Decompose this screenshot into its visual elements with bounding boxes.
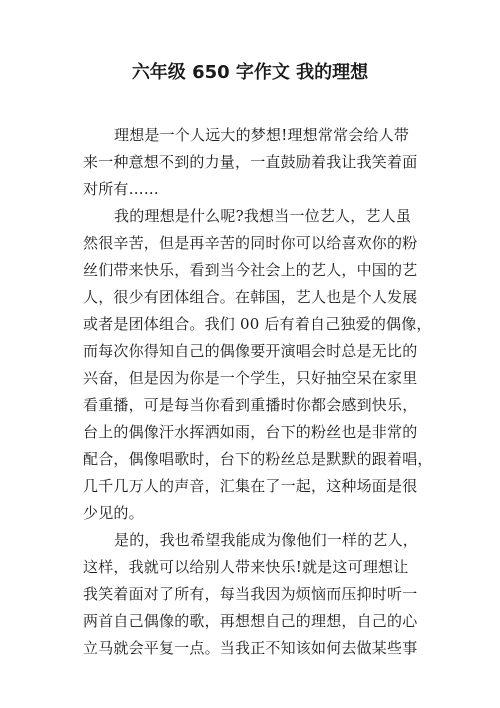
text-line: 台上的偶像汗水挥洒如雨，台下的粉丝也是非常的 bbox=[83, 423, 418, 441]
essay-body bbox=[83, 122, 433, 662]
text-line: 或者是团体组合。我们 00 后有着自己独爱的偶像， bbox=[83, 315, 432, 333]
text-line: 少见的。 bbox=[83, 504, 144, 522]
text-line: 配合，偶像唱歌时，台下的粉丝总是默默的跟着唱， bbox=[83, 450, 433, 468]
text-line: 这样，我就可以给别人带来快乐!就是这可理想让 bbox=[83, 558, 409, 576]
text-line: 对所有…… bbox=[83, 180, 160, 198]
text-line: 看重播，可是每当你看到重播时你都会感到快乐， bbox=[83, 396, 418, 414]
paragraph-2 bbox=[83, 203, 433, 527]
text-line: 几千几万人的声音，汇集在了一起，这种场面是很 bbox=[83, 477, 418, 495]
text-line: 我笑着面对了所有，每当我因为烦恼而压抑时听一 bbox=[83, 585, 418, 603]
text-line: 然很辛苦，但是再辛苦的同时你可以给喜欢你的粉 bbox=[83, 234, 418, 252]
text-line: 立马就会平复一点。当我正不知该如何去做某些事 bbox=[83, 639, 418, 657]
paragraph-3 bbox=[83, 527, 428, 662]
text-line: 来一种意想不到的力量，一直鼓励着我让我笑着面 bbox=[83, 153, 418, 171]
text-line: 理想是一个人远大的梦想!理想常常会给人带 bbox=[114, 126, 410, 144]
text-line: 兴奋，但是因为你是一个学生，只好抽空呆在家里 bbox=[83, 369, 418, 387]
text-line: 我的理想是什么呢?我想当一位艺人，艺人虽 bbox=[114, 207, 412, 225]
text-line: 而每次你得知自己的偶像要开演唱会时总是无比的 bbox=[83, 342, 418, 360]
text-line: 两首自己偶像的歌，再想想自己的理想，自己的心 bbox=[83, 612, 418, 630]
essay-title: 六年级 650 字作文 我的理想 bbox=[131, 62, 369, 83]
text-line: 是的，我也希望我能成为像他们一样的艺人， bbox=[114, 531, 419, 549]
paragraph-1 bbox=[83, 122, 428, 203]
text-line: 人，很少有团体组合。在韩国，艺人也是个人发展 bbox=[83, 288, 418, 306]
text-line: 丝们带来快乐，看到当今社会上的艺人，中国的艺 bbox=[83, 261, 418, 279]
